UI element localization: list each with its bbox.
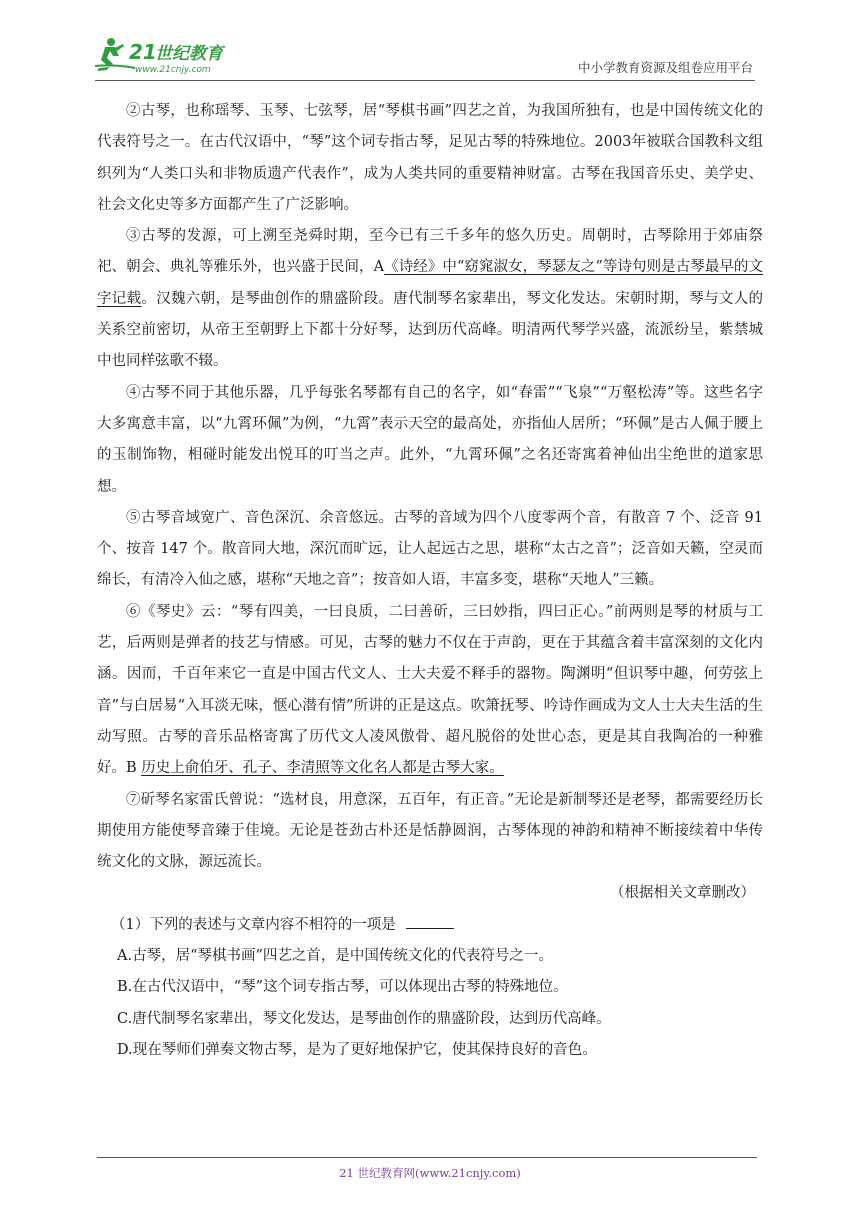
platform-name: 中小学教育资源及组卷应用平台 [577, 60, 753, 75]
21cnjy-logo [95, 34, 260, 76]
paragraph-6 [97, 597, 763, 785]
paragraph-2: ②古琴，也称瑶琴、玉琴、七弦琴，居“琴棋书画”四艺之首，为我国所独有，也是中国传统文化的代表符号之一。在古代汉语中，“琴”这个词专指古琴，足见古琴的特殊地位。2003年被联合国教科文组织列为“人类口头和非物质遗产代表作”，成为人类共同的重要精神财富。古琴在我国音乐史、美学史、社会文化史等多方面都产生了广泛影响。 [97, 103, 763, 213]
paragraph-5: ⑤古琴音域宽广、音色深沉、余音悠远。古琴的音域为四个八度零两个音，有散音 7 个、泛音 91 个、按音 147 个。散音同大地，深沉而旷远，让人起远古之思，堪称“太古之音”；泛音如天籁，空灵而绵长，有清冷入仙之感，堪称“天地之音”；按音如人语，丰富多变，堪称“天地人”三籁。 [97, 509, 763, 589]
paragraph-3-start: ③古琴的发源，可上溯至尧舜时期，至今已有三千多年的悠久历史。周朝时，古琴除用于郊庙祭祀、朝会、典礼等雅乐外，也兴盛于民间，A [97, 228, 763, 276]
article-body [97, 96, 763, 1066]
option-b[interactable]: B.在古代汉语中，“琴”这个词专指古琴，可以体现出古琴的特殊地位。 [117, 979, 568, 996]
svg-text:www.21cnjy.com: www.21cnjy.com [135, 65, 211, 75]
paragraph-7: ⑦斫琴名家雷氏曾说：“选材良，用意深，五百年，有正音。”无论是新制琴还是老琴，都需要经历长期使用方能使琴音臻于佳境。无论是苍劲古朴还是恬静圆润，古琴体现的神韵和精神不断接续着中华传统文化的文脉，源远流长。 [97, 791, 763, 871]
paragraph-6-start: ⑥《琴史》云：“琴有四美，一曰良质，二曰善斫，三曰妙指，四曰正心。”前两则是琴的材质与工艺，后两则是弹者的技艺与情感。可见，古琴的魅力不仅在于声韵，更在于其蕴含着丰富深刻的文化内涵。因而，千百年来它一直是中国古代文人、士大夫爱不释手的器物。陶渊明“但识琴中趣，何劳弦上音”与白居易“入耳淡无味，惬心潜有情”所讲的正是这点。吹箫抚琴、吟诗作画成为文人士大夫生活的生动写照。古琴的音乐品格寄寓了历代文人凌风傲骨、超凡脱俗的处世心态，更是其自我陶冶的一种雅好。B [97, 603, 763, 777]
source-note: （根据相关文章删改） [610, 885, 755, 902]
paragraph-4: ④古琴不同于其他乐器，几乎每张名琴都有自己的名字，如“春雷”“飞泉”“万壑松涛”等。这些名字大多寓意丰富，以“九霄环佩”为例，“九霄”表示天空的最高处，亦指仙人居所；“环佩”是古人佩于腰上的玉制饰物，相碰时能发出悦耳的叮当之声。此外，“九霄环佩”之名还寄寓着神仙出尘绝世的道家思想。 [97, 384, 763, 495]
question-text: （1）下列的表述与文章内容不相符的一项是 [111, 916, 396, 933]
page-header [95, 32, 755, 81]
svg-text:21: 21 [129, 40, 157, 64]
footer-divider [97, 1157, 757, 1158]
underlined-sentence-b: 历史上俞伯牙、孔子、李清照等文化名人都是古琴大家。 [141, 760, 504, 777]
paragraph-3 [97, 221, 763, 377]
question-stem [97, 910, 763, 941]
underlined-sentence-a: 《诗经》中“窈窕淑女，琴瑟友之”等诗句则是古琴最早的文字记载 [97, 259, 763, 307]
option-c[interactable]: C.唐代制琴名家辈出，琴文化发达，是琴曲创作的鼎盛阶段，达到历代高峰。 [117, 1010, 611, 1027]
option-d[interactable]: D.现在琴师们弹奏文物古琴，是为了更好地保护它，使其保持良好的音色。 [117, 1041, 597, 1058]
svg-text:世纪教育: 世纪教育 [155, 44, 223, 64]
answer-blank[interactable] [406, 916, 454, 929]
paragraph-3-end: 。汉魏六朝，是琴曲创作的鼎盛阶段。唐代制琴名家辈出，琴文化发达。宋朝时期，琴与文人的关系空前密切，从帝王至朝野上下都十分好琴，达到历代高峰。明清两代琴学兴盛，流派纷呈，紫禁城中也同样弦歌不辍。 [97, 290, 763, 370]
page-footer: 21 世纪教育网(www.21cnjy.com) [339, 1166, 521, 1180]
option-a[interactable]: A.古琴，居“琴棋书画”四艺之首，是中国传统文化的代表符号之一。 [117, 948, 553, 965]
